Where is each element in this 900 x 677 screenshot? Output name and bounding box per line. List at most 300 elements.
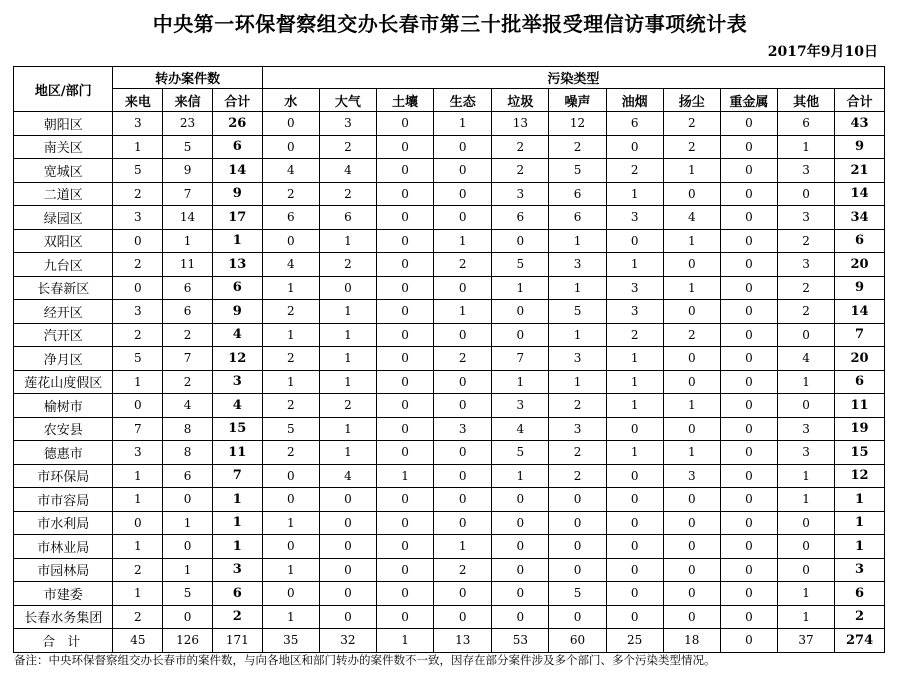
table-cell: 0 xyxy=(720,323,777,347)
table-cell: 1 xyxy=(492,276,549,300)
table-cell: 3 xyxy=(212,558,262,582)
table-cell: 2 xyxy=(778,300,835,324)
table-cell: 2 xyxy=(319,182,376,206)
table-cell: 0 xyxy=(319,535,376,559)
table-cell: 6 xyxy=(549,206,606,230)
table-cell: 0 xyxy=(663,253,720,277)
table-cell: 3 xyxy=(212,370,262,394)
table-cell: 0 xyxy=(376,135,433,159)
column-header: 其他 xyxy=(778,89,835,112)
table-cell: 7 xyxy=(212,464,262,488)
table-cell: 0 xyxy=(262,535,319,559)
table-cell: 1 xyxy=(319,229,376,253)
table-cell: 0 xyxy=(262,582,319,606)
table-cell: 3 xyxy=(778,159,835,183)
table-cell: 0 xyxy=(376,323,433,347)
table-cell: 2 xyxy=(663,135,720,159)
table-cell: 6 xyxy=(549,182,606,206)
region-name: 榆树市 xyxy=(14,394,113,418)
table-cell: 0 xyxy=(163,605,213,629)
transfer-group-header: 转办案件数 xyxy=(113,67,262,89)
table-cell: 6 xyxy=(163,464,213,488)
table-cell: 0 xyxy=(549,511,606,535)
table-cell: 0 xyxy=(720,394,777,418)
table-cell: 21 xyxy=(835,159,885,183)
table-cell: 4 xyxy=(319,159,376,183)
table-cell: 2 xyxy=(262,182,319,206)
table-cell: 0 xyxy=(319,605,376,629)
table-cell: 0 xyxy=(720,182,777,206)
table-cell: 0 xyxy=(663,582,720,606)
table-cell: 3 xyxy=(113,441,163,465)
table-cell: 0 xyxy=(376,582,433,606)
table-cell: 1 xyxy=(163,229,213,253)
table-cell: 5 xyxy=(549,300,606,324)
table-cell: 0 xyxy=(492,323,549,347)
table-cell: 0 xyxy=(434,441,492,465)
table-cell: 0 xyxy=(720,582,777,606)
region-name: 长春新区 xyxy=(14,276,113,300)
table-cell: 1 xyxy=(262,323,319,347)
table-cell: 7 xyxy=(835,323,885,347)
table-cell: 5 xyxy=(163,582,213,606)
table-cell: 1 xyxy=(778,370,835,394)
table-cell: 7 xyxy=(492,347,549,371)
table-cell: 9 xyxy=(212,182,262,206)
table-cell: 4 xyxy=(212,394,262,418)
table-cell: 0 xyxy=(434,135,492,159)
table-cell: 13 xyxy=(492,112,549,136)
table-cell: 0 xyxy=(606,229,663,253)
table-cell: 0 xyxy=(663,488,720,512)
table-cell: 7 xyxy=(113,417,163,441)
table-cell: 2 xyxy=(113,323,163,347)
table-cell: 0 xyxy=(663,300,720,324)
table-cell: 13 xyxy=(212,253,262,277)
table-cell: 0 xyxy=(492,582,549,606)
table-cell: 1 xyxy=(319,300,376,324)
column-header: 水 xyxy=(262,89,319,112)
table-cell: 1 xyxy=(434,300,492,324)
table-cell: 3 xyxy=(606,206,663,230)
table-cell: 2 xyxy=(606,159,663,183)
table-cell: 2 xyxy=(606,323,663,347)
table-cell: 25 xyxy=(606,629,663,653)
table-cell: 1 xyxy=(835,511,885,535)
table-cell: 1 xyxy=(492,464,549,488)
table-cell: 0 xyxy=(720,135,777,159)
table-cell: 1 xyxy=(113,488,163,512)
table-cell: 0 xyxy=(720,159,777,183)
table-cell: 0 xyxy=(376,535,433,559)
table-cell: 1 xyxy=(434,229,492,253)
column-header: 噪声 xyxy=(549,89,606,112)
table-cell: 9 xyxy=(212,300,262,324)
table-cell: 14 xyxy=(835,182,885,206)
table-cell: 1 xyxy=(163,511,213,535)
table-cell: 9 xyxy=(835,135,885,159)
table-cell: 0 xyxy=(434,394,492,418)
total-label: 合 计 xyxy=(14,629,113,653)
table-row xyxy=(14,394,885,418)
table-cell: 0 xyxy=(720,276,777,300)
table-cell: 5 xyxy=(549,582,606,606)
table-cell: 4 xyxy=(212,323,262,347)
table-cell: 0 xyxy=(319,488,376,512)
table-cell: 1 xyxy=(212,535,262,559)
column-header: 重金属 xyxy=(720,89,777,112)
table-cell: 0 xyxy=(606,511,663,535)
table-cell: 2 xyxy=(434,558,492,582)
table-cell: 23 xyxy=(163,112,213,136)
table-cell: 0 xyxy=(778,511,835,535)
region-header: 地区/部门 xyxy=(14,67,113,112)
column-header: 大气 xyxy=(319,89,376,112)
table-cell: 0 xyxy=(663,535,720,559)
table-cell: 0 xyxy=(606,488,663,512)
region-name: 净月区 xyxy=(14,347,113,371)
table-cell: 0 xyxy=(663,605,720,629)
table-cell: 2 xyxy=(434,347,492,371)
table-cell: 6 xyxy=(835,582,885,606)
table-cell: 1 xyxy=(663,394,720,418)
column-header: 合计 xyxy=(835,89,885,112)
column-header: 合计 xyxy=(212,89,262,112)
table-cell: 0 xyxy=(376,206,433,230)
table-cell: 0 xyxy=(434,323,492,347)
region-name: 市建委 xyxy=(14,582,113,606)
table-cell: 3 xyxy=(778,441,835,465)
table-cell: 0 xyxy=(262,229,319,253)
table-cell: 0 xyxy=(720,629,777,653)
table-row xyxy=(14,464,885,488)
table-cell: 19 xyxy=(835,417,885,441)
table-cell: 2 xyxy=(113,253,163,277)
table-cell: 0 xyxy=(492,535,549,559)
table-cell: 0 xyxy=(376,300,433,324)
table-cell: 5 xyxy=(492,441,549,465)
table-cell: 3 xyxy=(778,206,835,230)
table-cell: 4 xyxy=(262,253,319,277)
table-cell: 5 xyxy=(549,159,606,183)
table-cell: 34 xyxy=(835,206,885,230)
table-cell: 0 xyxy=(376,417,433,441)
table-cell: 4 xyxy=(778,347,835,371)
table-cell: 5 xyxy=(262,417,319,441)
table-cell: 4 xyxy=(492,417,549,441)
table-cell: 2 xyxy=(319,394,376,418)
table-cell: 15 xyxy=(212,417,262,441)
region-name: 德惠市 xyxy=(14,441,113,465)
column-header: 油烟 xyxy=(606,89,663,112)
table-cell: 2 xyxy=(549,441,606,465)
table-cell: 3 xyxy=(492,182,549,206)
table-cell: 0 xyxy=(492,300,549,324)
table-row xyxy=(14,276,885,300)
table-cell: 0 xyxy=(720,112,777,136)
table-cell: 2 xyxy=(492,135,549,159)
table-cell: 1 xyxy=(319,441,376,465)
table-cell: 0 xyxy=(434,464,492,488)
region-name: 九台区 xyxy=(14,253,113,277)
table-cell: 0 xyxy=(376,605,433,629)
table-cell: 11 xyxy=(835,394,885,418)
region-name: 南关区 xyxy=(14,135,113,159)
table-cell: 32 xyxy=(319,629,376,653)
table-cell: 0 xyxy=(720,464,777,488)
table-cell: 1 xyxy=(606,182,663,206)
table-cell: 2 xyxy=(549,464,606,488)
table-cell: 2 xyxy=(163,323,213,347)
table-cell: 0 xyxy=(376,276,433,300)
table-cell: 3 xyxy=(113,112,163,136)
table-cell: 4 xyxy=(163,394,213,418)
region-name: 宽城区 xyxy=(14,159,113,183)
table-cell: 0 xyxy=(376,370,433,394)
table-cell: 1 xyxy=(319,347,376,371)
table-cell: 4 xyxy=(262,159,319,183)
table-cell: 126 xyxy=(163,629,213,653)
table-cell: 0 xyxy=(720,535,777,559)
table-cell: 0 xyxy=(434,370,492,394)
table-cell: 0 xyxy=(720,206,777,230)
table-cell: 1 xyxy=(262,511,319,535)
table-cell: 3 xyxy=(113,206,163,230)
table-cell: 2 xyxy=(262,300,319,324)
table-row xyxy=(14,229,885,253)
table-cell: 0 xyxy=(434,206,492,230)
table-cell: 0 xyxy=(720,488,777,512)
table-cell: 1 xyxy=(376,629,433,653)
table-cell: 6 xyxy=(212,582,262,606)
table-cell: 0 xyxy=(778,182,835,206)
table-row xyxy=(14,159,885,183)
table-cell: 45 xyxy=(113,629,163,653)
table-row xyxy=(14,112,885,136)
table-cell: 2 xyxy=(163,370,213,394)
table-cell: 0 xyxy=(376,159,433,183)
table-row xyxy=(14,441,885,465)
table-cell: 35 xyxy=(262,629,319,653)
table-cell: 6 xyxy=(835,370,885,394)
page-title: 中央第一环保督察组交办长春市第三十批举报受理信访事项统计表 xyxy=(152,12,748,36)
table-cell: 0 xyxy=(434,488,492,512)
table-cell: 1 xyxy=(113,464,163,488)
report-date: 2017年9月10日 xyxy=(767,44,878,60)
table-cell: 1 xyxy=(606,370,663,394)
region-name: 朝阳区 xyxy=(14,112,113,136)
total-row xyxy=(14,629,885,653)
table-cell: 0 xyxy=(720,441,777,465)
table-cell: 0 xyxy=(376,182,433,206)
pollution-group-header: 污染类型 xyxy=(262,67,884,89)
table-cell: 1 xyxy=(262,370,319,394)
table-cell: 0 xyxy=(376,558,433,582)
table-cell: 0 xyxy=(319,558,376,582)
table-cell: 7 xyxy=(163,347,213,371)
table-cell: 0 xyxy=(113,511,163,535)
table-cell: 0 xyxy=(720,605,777,629)
table-cell: 0 xyxy=(492,488,549,512)
table-cell: 0 xyxy=(376,511,433,535)
table-cell: 3 xyxy=(434,417,492,441)
table-cell: 9 xyxy=(835,276,885,300)
table-cell: 0 xyxy=(663,511,720,535)
table-cell: 0 xyxy=(434,182,492,206)
table-cell: 0 xyxy=(434,276,492,300)
table-cell: 2 xyxy=(663,323,720,347)
table-cell: 5 xyxy=(492,253,549,277)
table-cell: 0 xyxy=(319,276,376,300)
table-cell: 1 xyxy=(663,159,720,183)
table-cell: 2 xyxy=(434,253,492,277)
table-cell: 3 xyxy=(113,300,163,324)
region-name: 绿园区 xyxy=(14,206,113,230)
table-cell: 0 xyxy=(163,535,213,559)
table-cell: 1 xyxy=(113,370,163,394)
column-header: 土壤 xyxy=(376,89,433,112)
table-cell: 0 xyxy=(376,488,433,512)
table-cell: 0 xyxy=(262,488,319,512)
table-row xyxy=(14,558,885,582)
table-cell: 2 xyxy=(835,605,885,629)
table-cell: 9 xyxy=(163,159,213,183)
table-cell: 0 xyxy=(606,535,663,559)
table-cell: 53 xyxy=(492,629,549,653)
table-cell: 2 xyxy=(319,135,376,159)
table-cell: 3 xyxy=(492,394,549,418)
table-cell: 0 xyxy=(720,511,777,535)
table-cell: 1 xyxy=(549,229,606,253)
table-cell: 0 xyxy=(720,253,777,277)
table-cell: 2 xyxy=(262,441,319,465)
table-cell: 60 xyxy=(549,629,606,653)
table-cell: 0 xyxy=(492,511,549,535)
table-cell: 1 xyxy=(434,112,492,136)
table-cell: 11 xyxy=(212,441,262,465)
table-row xyxy=(14,135,885,159)
table-cell: 0 xyxy=(606,135,663,159)
table-cell: 4 xyxy=(319,464,376,488)
table-cell: 0 xyxy=(663,347,720,371)
table-cell: 1 xyxy=(835,488,885,512)
table-cell: 2 xyxy=(262,347,319,371)
region-name: 市林业局 xyxy=(14,535,113,559)
table-cell: 2 xyxy=(549,135,606,159)
table-row xyxy=(14,253,885,277)
table-cell: 0 xyxy=(720,229,777,253)
table-cell: 6 xyxy=(163,300,213,324)
table-cell: 0 xyxy=(376,112,433,136)
table-row xyxy=(14,511,885,535)
table-cell: 2 xyxy=(113,558,163,582)
table-cell: 0 xyxy=(549,535,606,559)
table-cell: 12 xyxy=(549,112,606,136)
table-cell: 1 xyxy=(778,488,835,512)
table-cell: 2 xyxy=(492,159,549,183)
table-cell: 0 xyxy=(778,394,835,418)
table-cell: 15 xyxy=(835,441,885,465)
table-cell: 1 xyxy=(113,582,163,606)
table-cell: 3 xyxy=(549,253,606,277)
table-cell: 0 xyxy=(262,464,319,488)
table-cell: 1 xyxy=(606,394,663,418)
table-cell: 3 xyxy=(549,347,606,371)
table-cell: 6 xyxy=(163,276,213,300)
table-cell: 0 xyxy=(113,229,163,253)
table-cell: 6 xyxy=(778,112,835,136)
table-cell: 14 xyxy=(835,300,885,324)
table-cell: 2 xyxy=(778,276,835,300)
table-cell: 3 xyxy=(319,112,376,136)
table-cell: 0 xyxy=(720,370,777,394)
table-row xyxy=(14,582,885,606)
table-cell: 1 xyxy=(778,582,835,606)
column-header: 生态 xyxy=(434,89,492,112)
footnote: 备注：中央环保督察组交办长春市的案件数，与向各地区和部门转办的案件数不一致，因存在部分案件涉及多个部门、多个污染类型情况。 xyxy=(14,653,716,667)
table-cell: 0 xyxy=(663,558,720,582)
table-cell: 1 xyxy=(492,370,549,394)
table-cell: 1 xyxy=(376,464,433,488)
region-name: 莲花山度假区 xyxy=(14,370,113,394)
table-cell: 26 xyxy=(212,112,262,136)
table-row xyxy=(14,206,885,230)
table-cell: 1 xyxy=(212,229,262,253)
table-cell: 14 xyxy=(163,206,213,230)
table-cell: 0 xyxy=(434,605,492,629)
table-cell: 2 xyxy=(262,394,319,418)
table-cell: 0 xyxy=(376,253,433,277)
table-cell: 18 xyxy=(663,629,720,653)
table-cell: 1 xyxy=(319,370,376,394)
table-cell: 1 xyxy=(262,558,319,582)
table-cell: 1 xyxy=(549,276,606,300)
table-cell: 37 xyxy=(778,629,835,653)
column-header: 来电 xyxy=(113,89,163,112)
table-cell: 0 xyxy=(376,394,433,418)
region-name: 二道区 xyxy=(14,182,113,206)
table-cell: 0 xyxy=(606,605,663,629)
table-cell: 3 xyxy=(835,558,885,582)
table-cell: 1 xyxy=(606,253,663,277)
table-cell: 2 xyxy=(212,605,262,629)
table-row xyxy=(14,535,885,559)
table-cell: 0 xyxy=(606,558,663,582)
table-cell: 0 xyxy=(720,558,777,582)
table-cell: 0 xyxy=(606,464,663,488)
table-cell: 3 xyxy=(778,253,835,277)
table-cell: 0 xyxy=(778,535,835,559)
table-cell: 0 xyxy=(549,558,606,582)
table-cell: 3 xyxy=(778,417,835,441)
table-cell: 2 xyxy=(663,112,720,136)
table-cell: 0 xyxy=(606,582,663,606)
table-cell: 17 xyxy=(212,206,262,230)
table-cell: 3 xyxy=(606,276,663,300)
table-cell: 1 xyxy=(549,370,606,394)
table-cell: 0 xyxy=(376,229,433,253)
table-cell: 0 xyxy=(163,488,213,512)
table-cell: 0 xyxy=(663,417,720,441)
table-cell: 1 xyxy=(606,347,663,371)
table-cell: 0 xyxy=(663,370,720,394)
table-cell: 3 xyxy=(549,417,606,441)
table-cell: 7 xyxy=(163,182,213,206)
region-name: 长春水务集团 xyxy=(14,605,113,629)
table-row xyxy=(14,417,885,441)
table-cell: 1 xyxy=(319,417,376,441)
table-cell: 2 xyxy=(319,253,376,277)
